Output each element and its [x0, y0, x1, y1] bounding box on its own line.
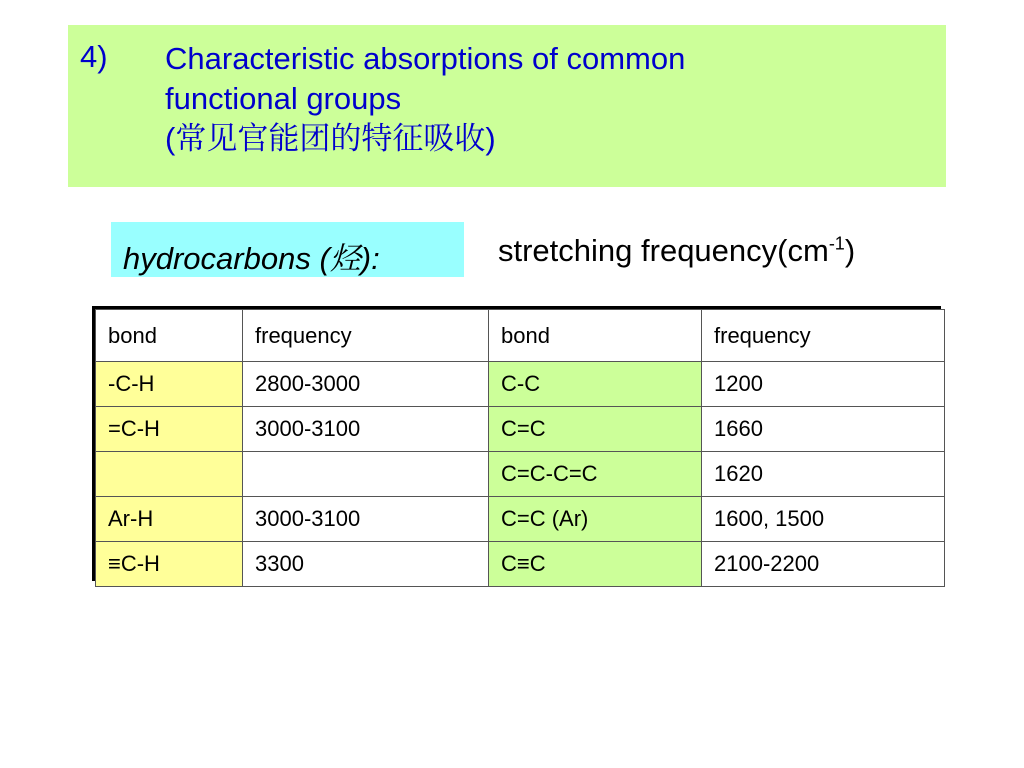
stretching-frequency-text: stretching frequency(cm: [498, 233, 829, 268]
stretching-frequency-label: [498, 233, 855, 269]
table-header-row: [96, 310, 945, 362]
table-row: [96, 497, 945, 542]
title-line-1: Characteristic absorptions of common: [165, 41, 686, 76]
table-cell: 3000-3100: [243, 497, 489, 542]
title-text: [165, 39, 685, 159]
title-box: [68, 25, 946, 187]
table-cell: ≡C-H: [96, 542, 243, 587]
table-cell: [243, 452, 489, 497]
table-row: [96, 452, 945, 497]
table-row: [96, 362, 945, 407]
table-cell: 3000-3100: [243, 407, 489, 452]
unit-superscript: -1: [828, 233, 845, 254]
table-cell: 1660: [702, 407, 945, 452]
table-row: [96, 542, 945, 587]
table-cell: C=C-C=C: [489, 452, 702, 497]
table-cell: =C-H: [96, 407, 243, 452]
header-cell: frequency: [702, 310, 945, 362]
table-cell: Ar-H: [96, 497, 243, 542]
absorption-table-grid: [95, 309, 945, 587]
title-number: 4): [80, 39, 108, 74]
hydrocarbons-chip: [111, 222, 464, 277]
title-line-3: (常见官能团的特征吸收): [165, 121, 496, 156]
table-cell: C≡C: [489, 542, 702, 587]
table-cell: C-C: [489, 362, 702, 407]
hydrocarbons-label: hydrocarbons (烃):: [123, 241, 380, 276]
stretching-frequency-close: ): [844, 233, 856, 268]
table-cell: 1620: [702, 452, 945, 497]
header-cell: bond: [489, 310, 702, 362]
table-cell: 2100-2200: [702, 542, 945, 587]
header-cell: frequency: [243, 310, 489, 362]
title-line-2: functional groups: [165, 81, 402, 116]
table-cell: 3300: [243, 542, 489, 587]
table-row: [96, 407, 945, 452]
table-cell: 2800-3000: [243, 362, 489, 407]
table-cell: 1200: [702, 362, 945, 407]
table-cell: 1600, 1500: [702, 497, 945, 542]
table-cell: C=C: [489, 407, 702, 452]
table-cell: C=C (Ar): [489, 497, 702, 542]
absorption-table: [92, 306, 941, 581]
header-cell: bond: [96, 310, 243, 362]
table-cell: -C-H: [96, 362, 243, 407]
table-cell: [96, 452, 243, 497]
